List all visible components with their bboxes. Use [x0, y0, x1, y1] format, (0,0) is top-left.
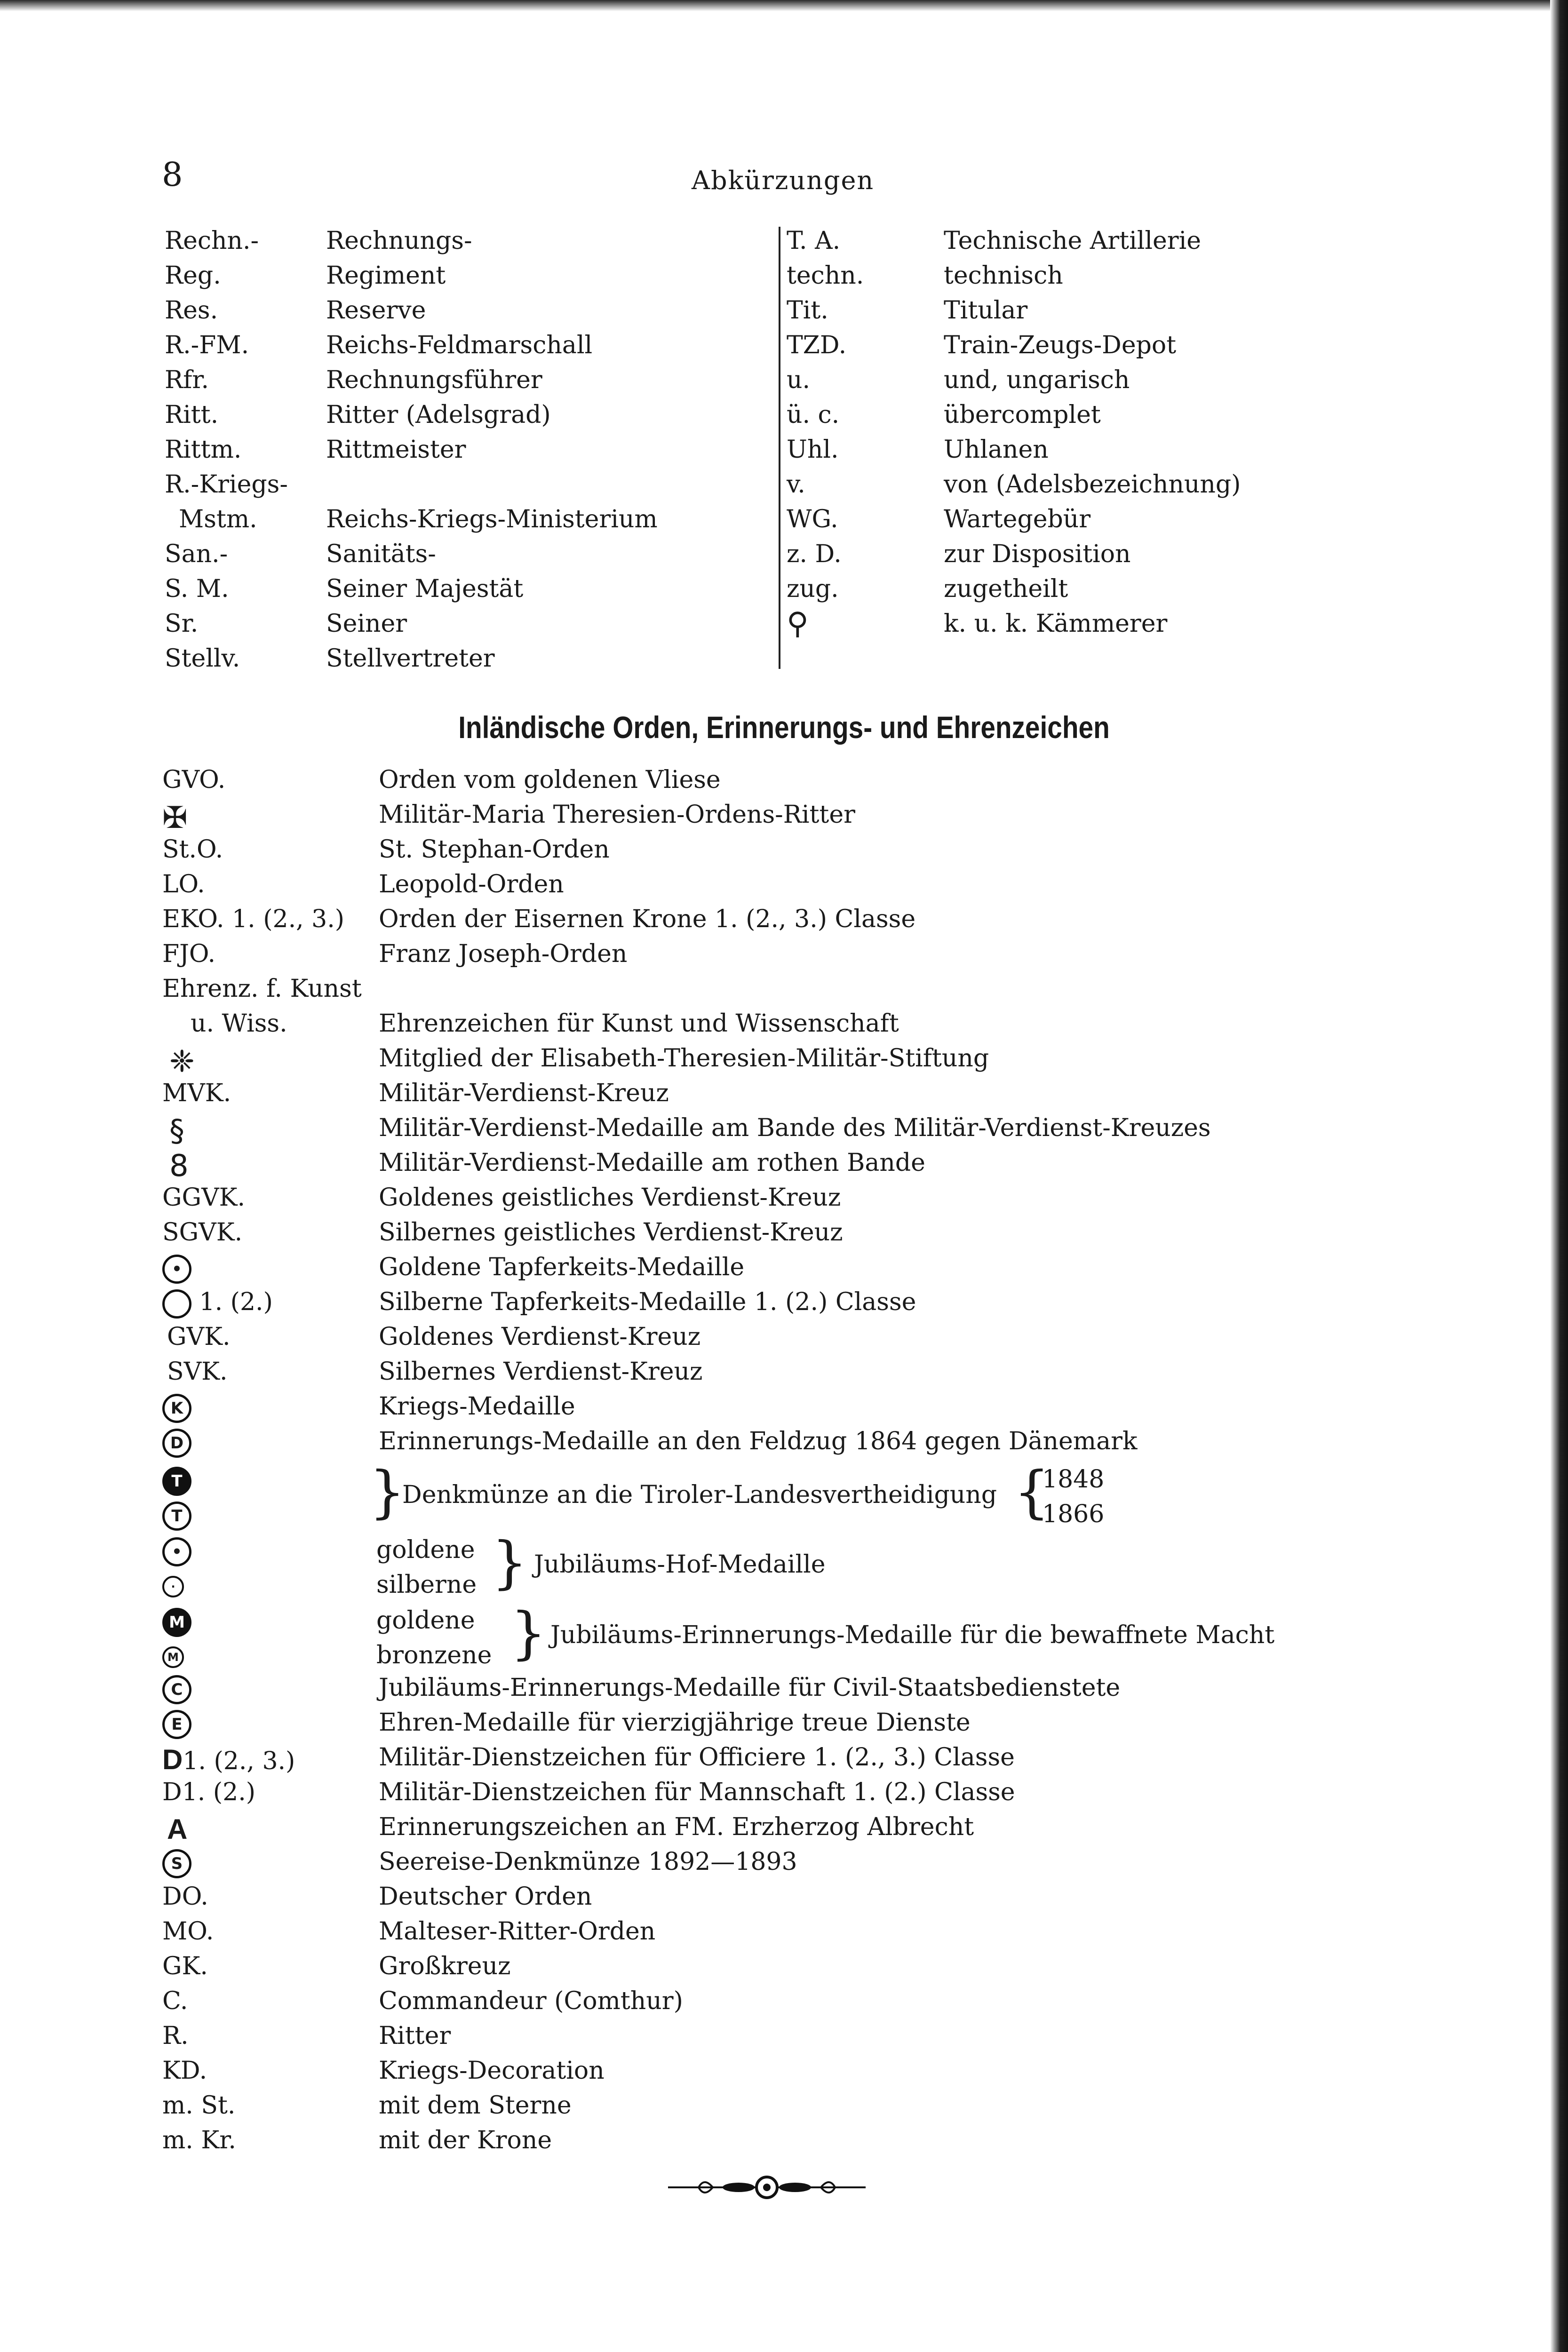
label-silver: silberne [376, 1571, 477, 1599]
order-row [162, 870, 1385, 905]
ornament-dot [763, 2184, 771, 2191]
abbr-row [165, 572, 762, 606]
order-row [162, 766, 1385, 801]
abbr-meaning: Stellvertreter [326, 644, 495, 673]
scan-edge-right [1550, 0, 1568, 2352]
denmark-campaign-medal-icon: D [162, 1429, 191, 1458]
medal-red-ribbon-icon: 8 [169, 1149, 189, 1184]
order-symbol: Ehrenz. f. Kunst [162, 975, 362, 1003]
abbr-key: T. A. [787, 227, 841, 255]
silver-bravery-medal-icon [162, 1289, 191, 1319]
abbr-key: Rittm. [165, 436, 242, 464]
abbr-row [787, 606, 1351, 641]
running-title: Abkürzungen [692, 166, 875, 195]
abbr-key: TZD. [787, 331, 847, 359]
order-description: Militär-Maria Theresien-Ordens-Ritter [379, 801, 855, 829]
order-row [162, 1952, 1385, 1987]
order-description: Goldenes geistliches Verdienst-Kreuz [379, 1184, 841, 1212]
order-description: Commandeur (Comthur) [379, 1987, 683, 2015]
order-description: Malteser-Ritter-Orden [379, 1917, 656, 1946]
order-row [162, 1427, 1385, 1462]
bronze-army-medal-icon: M [162, 1646, 184, 1668]
order-description: Orden der Eisernen Krone 1. (2., 3.) Classe [379, 905, 916, 933]
abbr-key: v. [787, 470, 805, 499]
order-row [162, 1392, 1385, 1427]
abbr-row [165, 363, 762, 397]
order-symbol: GVK. [167, 1323, 231, 1351]
order-symbol [162, 1253, 191, 1284]
order-row [162, 1708, 1385, 1743]
order-row [162, 1987, 1385, 2022]
order-row [162, 975, 1385, 1009]
order-symbol: m. Kr. [162, 2126, 236, 2154]
jubilee-army-group [162, 1603, 1385, 1674]
abbr-meaning: Wartegebür [944, 505, 1091, 533]
tyrol-years [1042, 1462, 1104, 1532]
order-row [162, 801, 1385, 835]
order-symbol: EKO. 1. (2., 3.) [162, 905, 345, 933]
abbr-meaning: Seiner Majestät [326, 575, 524, 603]
abbr-key: Res. [165, 296, 218, 325]
order-row [162, 1149, 1385, 1184]
abbr-meaning: Titular [944, 296, 1028, 325]
order-symbol [162, 1392, 191, 1423]
label-gold: goldene [376, 1536, 475, 1564]
gold-bravery-medal-icon: • [162, 1255, 191, 1284]
jubilee-court-description: Jubiläums-Hof-Medaille [534, 1550, 826, 1579]
medal-ribbon-cross-icon: § [169, 1114, 184, 1149]
order-symbol: m. St. [162, 2091, 236, 2120]
order-row [162, 905, 1385, 940]
abbr-key: Ritt. [165, 401, 219, 429]
order-row [162, 1323, 1385, 1358]
abbr-row [787, 397, 1351, 432]
abbr-meaning: Reserve [326, 296, 426, 325]
abbr-meaning: Technische Artillerie [944, 227, 1201, 255]
chamberlain-key-icon: ⚲ [787, 606, 809, 641]
order-description: Militär-Dienstzeichen für Officiere 1. (2., 3.) Classe [379, 1743, 1015, 1772]
order-class: 1. (2.) [199, 1288, 273, 1316]
order-row [162, 1044, 1385, 1079]
order-description: Militär-Dienstzeichen für Mannschaft 1. (2.) Classe [379, 1778, 1015, 1806]
abbr-row [787, 293, 1351, 328]
order-row [162, 2022, 1385, 2057]
abbr-meaning: Sanitäts- [326, 540, 436, 568]
honour-medal-icon: E [162, 1710, 191, 1739]
elisabeth-star-icon: ❈ [169, 1044, 195, 1079]
order-description: Militär-Verdienst-Kreuz [379, 1079, 669, 1107]
order-class: 1. (2.) [182, 1778, 256, 1806]
tyrol-group [162, 1462, 1385, 1533]
tyrol-symbols [162, 1462, 191, 1532]
ornament-leaf-right [779, 2183, 811, 2192]
order-symbol: FJO. [162, 940, 216, 968]
jubilee-court-labels [376, 1533, 477, 1602]
abbr-key: ü. c. [787, 401, 840, 429]
order-row [162, 1848, 1385, 1883]
abbr-key: Tit. [787, 296, 828, 325]
abbr-meaning: technisch [944, 262, 1063, 290]
jubilee-army-symbols [162, 1603, 191, 1673]
order-description: Goldenes Verdienst-Kreuz [379, 1323, 701, 1351]
order-description: Ehrenzeichen für Kunst und Wissenschaft [379, 1009, 899, 1038]
order-symbol: GVO. [162, 766, 226, 794]
abbr-row [165, 502, 762, 537]
order-row [162, 1218, 1385, 1253]
abbr-row [165, 258, 762, 293]
order-row [162, 1184, 1385, 1218]
order-symbol: R. [162, 2022, 189, 2050]
order-row [162, 2091, 1385, 2126]
order-description: Leopold-Orden [379, 870, 564, 898]
order-description: Silberne Tapferkeits-Medaille 1. (2.) Classe [379, 1288, 916, 1316]
order-symbol: MVK. [162, 1079, 231, 1107]
abbr-row [165, 223, 762, 258]
order-symbol [162, 1427, 191, 1458]
scan-edge-top [0, 0, 1568, 11]
officer-service-badge-icon: D [162, 1744, 183, 1775]
order-symbol: C. [162, 1987, 188, 2015]
abbr-meaning: Train-Zeugs-Depot [944, 331, 1177, 359]
tyrol-1866-icon-row [162, 1497, 191, 1532]
order-symbol: MO. [162, 1917, 214, 1946]
order-description: Ehren-Medaille für vierzigjährige treue Dienste [379, 1708, 971, 1737]
abbr-row [787, 537, 1351, 572]
abbr-key: Stellv. [165, 644, 240, 673]
abbr-meaning: zugetheilt [944, 575, 1068, 603]
year-1848: 1848 [1042, 1465, 1105, 1494]
order-symbol: DO. [162, 1883, 208, 1911]
order-row [162, 1079, 1385, 1114]
gold-army-medal-row [162, 1603, 191, 1638]
order-description: St. Stephan-Orden [379, 835, 610, 864]
order-description: Ritter [379, 2022, 451, 2050]
order-class: 1. (2., 3.) [183, 1747, 295, 1775]
order-symbol [162, 1674, 191, 1704]
order-description: Erinnerungs-Medaille an den Feldzug 1864 gegen Dänemark [379, 1427, 1138, 1455]
order-symbol: u. Wiss. [191, 1009, 287, 1038]
order-row [162, 1253, 1385, 1288]
order-row [162, 1883, 1385, 1917]
order-row [162, 940, 1385, 975]
order-row [162, 1813, 1385, 1848]
end-ornament-icon [668, 2173, 866, 2201]
jubilee-army-labels [376, 1603, 492, 1673]
abbr-key: San.- [165, 540, 228, 568]
civil-jubilee-medal-icon: C [162, 1675, 191, 1704]
order-symbol: SVK. [167, 1358, 228, 1386]
order-row [162, 835, 1385, 870]
jubilee-court-group [162, 1530, 1385, 1603]
abbr-key: Uhl. [787, 436, 839, 464]
order-row [162, 1674, 1385, 1708]
abbr-meaning: von (Adelsbezeichnung) [944, 470, 1241, 499]
order-description: Silbernes geistliches Verdienst-Kreuz [379, 1218, 843, 1247]
order-symbol: LO. [162, 870, 205, 898]
order-symbol: GGVK. [162, 1184, 246, 1212]
abbr-row [787, 223, 1351, 258]
brace-icon: } [369, 1460, 406, 1525]
abbr-key: WG. [787, 505, 838, 533]
tyrol-1848-icon: T [162, 1467, 191, 1496]
abbr-meaning: Rechnungs- [326, 227, 472, 255]
abbr-meaning: Regiment [326, 262, 446, 290]
order-symbol [162, 1848, 191, 1878]
abbr-key: u. [787, 366, 811, 394]
order-row [162, 1288, 1385, 1323]
abbr-key: Reg. [165, 262, 221, 290]
order-row [162, 2126, 1385, 2161]
orders-list [162, 766, 1385, 2161]
abbr-key: z. D. [787, 540, 842, 568]
abbr-row [165, 432, 762, 467]
jubilee-army-description: Jubiläums-Erinnerungs-Medaille für die bewaffnete Macht [550, 1621, 1275, 1649]
order-description: Militär-Verdienst-Medaille am rothen Bande [379, 1149, 925, 1177]
abbr-meaning: Reichs-Kriegs-Ministerium [326, 505, 658, 533]
abbreviation-list-left [165, 223, 762, 676]
label-bronze: bronzene [376, 1641, 492, 1669]
jubilee-court-symbols [162, 1533, 191, 1602]
label-gold: goldene [376, 1606, 475, 1635]
order-description: Seereise-Denkmünze 1892—1893 [379, 1848, 797, 1876]
abbr-meaning: k. u. k. Kämmerer [944, 610, 1168, 638]
abbr-meaning: Ritter (Adelsgrad) [326, 401, 551, 429]
abbr-key: R.-FM. [165, 331, 249, 359]
order-description: Silbernes Verdienst-Kreuz [379, 1358, 703, 1386]
order-row [162, 2057, 1385, 2091]
column-divider [779, 227, 780, 669]
abbr-key: Rechn.- [165, 227, 259, 255]
abbr-meaning: übercomplet [944, 401, 1101, 429]
abbr-row [787, 258, 1351, 293]
order-symbol: St.O. [162, 835, 223, 864]
order-symbol: SGVK. [162, 1218, 243, 1247]
sea-voyage-medal-icon: S [162, 1849, 191, 1878]
maria-theresia-cross-icon: ✠ [162, 801, 188, 835]
order-row [162, 1358, 1385, 1392]
order-description: Kriegs-Medaille [379, 1392, 575, 1421]
ornament-leaf-left [723, 2183, 755, 2192]
abbr-key: R.-Kriegs- [165, 470, 288, 499]
gold-army-medal-icon: M [162, 1608, 191, 1637]
order-row [162, 1778, 1385, 1813]
abbr-key: S. M. [165, 575, 229, 603]
order-symbol [162, 1778, 255, 1806]
abbr-key: Rfr. [165, 366, 209, 394]
gold-court-medal-icon: • [162, 1537, 191, 1566]
abbr-key: zug. [787, 575, 839, 603]
silver-court-medal-row [162, 1567, 191, 1602]
abbr-row [165, 606, 762, 641]
abbreviation-list-right [787, 223, 1351, 641]
men-service-badge-icon: D [162, 1778, 182, 1806]
brace-icon: } [510, 1601, 547, 1666]
abbr-row [787, 502, 1351, 537]
abbr-row [165, 328, 762, 363]
abbr-meaning: Reichs-Feldmarschall [326, 331, 593, 359]
abbr-row [165, 641, 762, 676]
tyrol-1866-icon: T [162, 1502, 191, 1531]
order-description: Militär-Verdienst-Medaille am Bande des Militär-Verdienst-Kreuzes [379, 1114, 1211, 1142]
order-description: Orden vom goldenen Vliese [379, 766, 721, 794]
bronze-army-medal-row [162, 1638, 191, 1673]
abbr-row [165, 467, 762, 502]
gold-court-medal-row [162, 1533, 191, 1567]
abbr-meaning: Seiner [326, 610, 407, 638]
order-row [162, 1009, 1385, 1044]
order-symbol: GK. [162, 1952, 208, 1980]
abbr-meaning: Uhlanen [944, 436, 1049, 464]
silver-court-medal-icon: · [162, 1576, 184, 1597]
order-description: mit dem Sterne [379, 2091, 572, 2120]
abbr-row [787, 572, 1351, 606]
order-description: mit der Krone [379, 2126, 552, 2154]
abbr-meaning: und, ungarisch [944, 366, 1130, 394]
order-description: Goldene Tapferkeits-Medaille [379, 1253, 745, 1281]
abbr-row [165, 397, 762, 432]
abbr-key: techn. [787, 262, 864, 290]
brace-icon: } [492, 1530, 528, 1596]
section-heading: Inländische Orden, Erinnerungs- und Ehrenzeichen [458, 710, 1110, 745]
tyrol-1848-icon-row [162, 1462, 191, 1497]
abbr-meaning: Rechnungsführer [326, 366, 542, 394]
order-symbol [162, 1708, 191, 1739]
order-description: Kriegs-Decoration [379, 2057, 605, 2085]
order-symbol: KD. [162, 2057, 207, 2085]
order-description: Erinnerungszeichen an FM. Erzherzog Albrecht [379, 1813, 974, 1841]
page-number: 8 [162, 155, 183, 194]
abbr-key: Sr. [165, 610, 199, 638]
order-symbol [162, 1288, 273, 1319]
brace-icon: { [1014, 1460, 1050, 1525]
albrecht-badge-icon: A [167, 1813, 188, 1845]
order-description: Franz Joseph-Orden [379, 940, 628, 968]
abbr-row [787, 467, 1351, 502]
order-description: Deutscher Orden [379, 1883, 592, 1911]
abbr-meaning: zur Disposition [944, 540, 1131, 568]
abbr-row [787, 432, 1351, 467]
abbr-row [165, 537, 762, 572]
order-row [162, 1114, 1385, 1149]
order-description: Mitglied der Elisabeth-Theresien-Militär-Stiftung [379, 1044, 989, 1073]
order-description: Jubiläums-Erinnerungs-Medaille für Civil-Staatsbedienstete [379, 1674, 1121, 1702]
order-description: Großkreuz [379, 1952, 511, 1980]
order-row [162, 1917, 1385, 1952]
abbr-row [165, 293, 762, 328]
abbr-row [787, 328, 1351, 363]
year-1866: 1866 [1042, 1500, 1105, 1528]
war-medal-icon: K [162, 1394, 191, 1423]
abbr-key: Mstm. [179, 505, 257, 533]
order-row [162, 1743, 1385, 1778]
abbr-row [787, 363, 1351, 397]
order-symbol [162, 1743, 295, 1776]
abbr-meaning: Rittmeister [326, 436, 466, 464]
tyrol-description: Denkmünze an die Tiroler-Landesvertheidigung [402, 1481, 997, 1509]
